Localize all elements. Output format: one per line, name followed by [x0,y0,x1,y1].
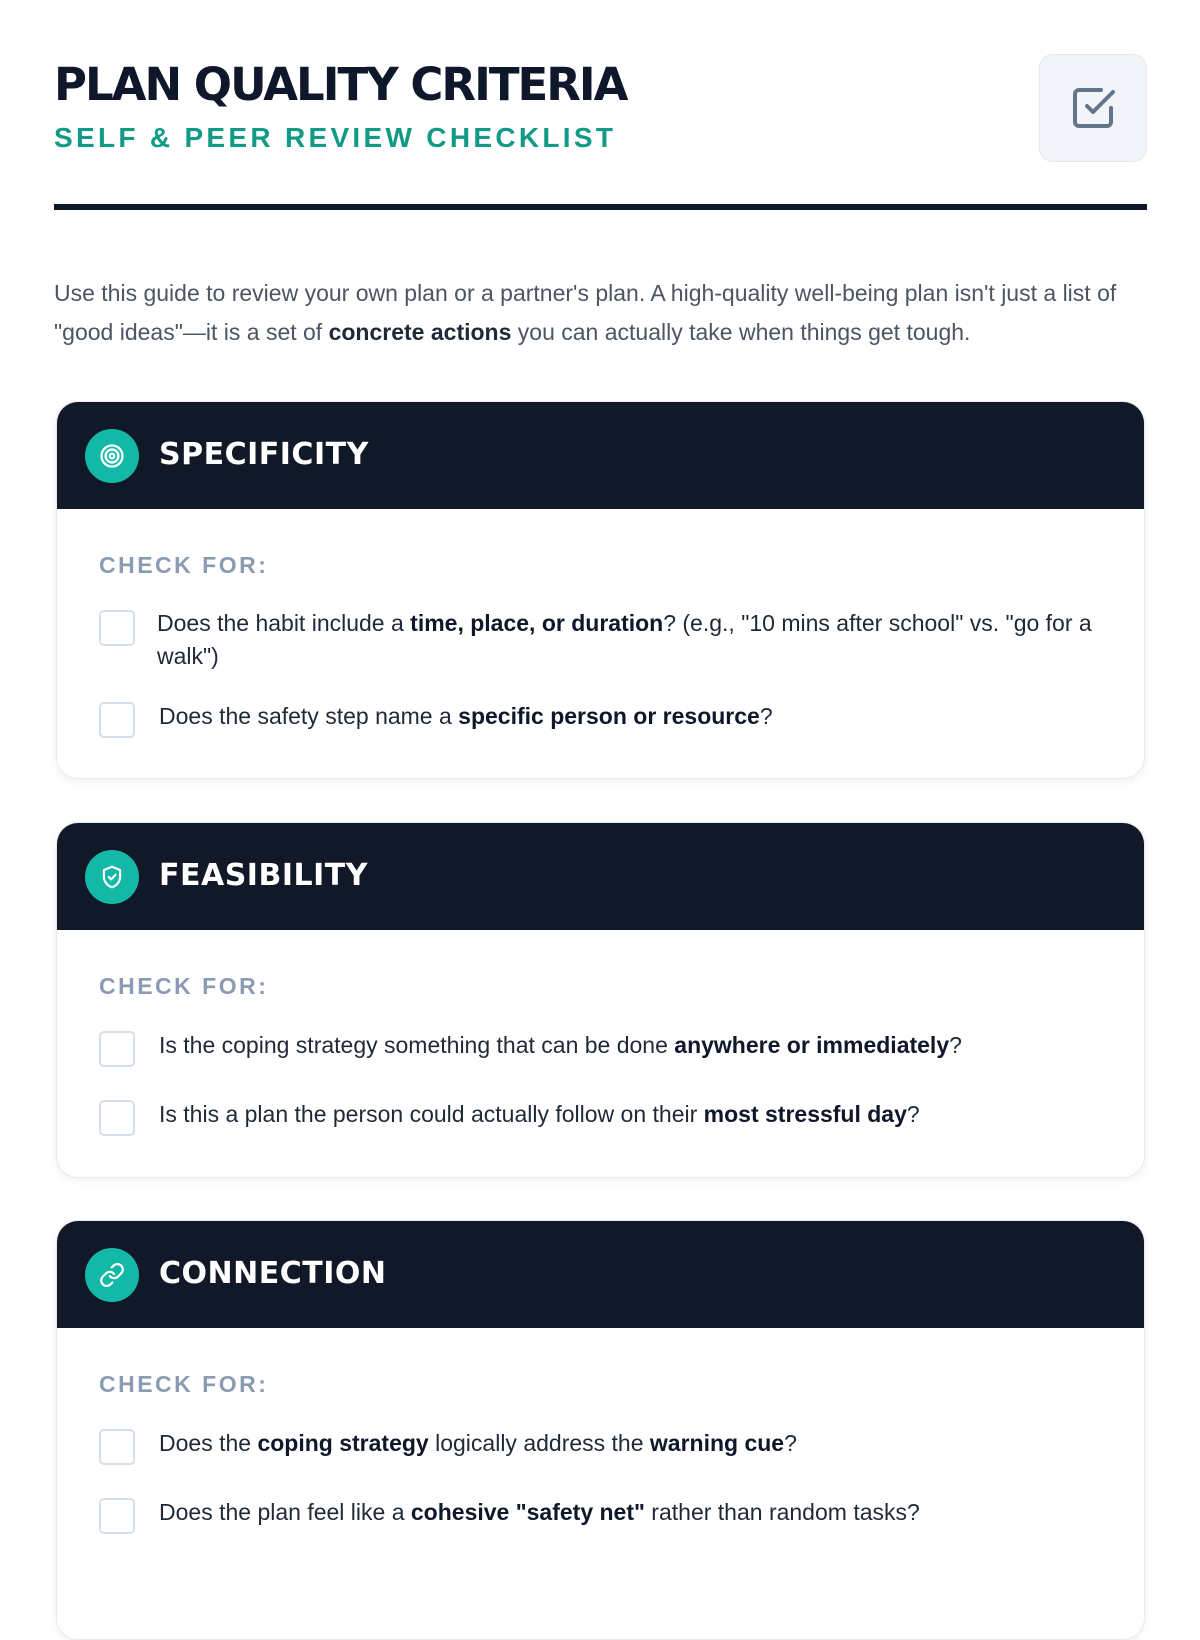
section-header [57,402,1144,509]
checkbox-checked-icon [1069,84,1117,132]
check-for-label: CHECK FOR: [99,1371,269,1397]
header [54,0,1147,212]
checklist-item-text [159,1029,962,1062]
shield-check-icon [99,864,125,890]
item-text-part: Is this a plan the person could actually follow on their [159,1101,704,1127]
checkbox[interactable] [99,1031,135,1067]
section-icon-badge [85,850,139,904]
item-text-part: rather than random tasks? [644,1499,920,1525]
checklist-item-text [159,1496,920,1529]
checklist-item [99,609,1109,673]
item-text-emphasis: anywhere or immediately [674,1032,950,1058]
item-text-part: ? [784,1430,797,1456]
section-header [57,823,1144,930]
section-title: CONNECTION [159,1256,387,1291]
item-text-part: ? [949,1032,962,1058]
checklist-item [99,1498,1109,1534]
intro-text-1: Use this guide to review your own plan or a partner's plan. A high-quality well-being plan isn't just a list of "good ideas"—it is a set of [54,280,1117,345]
section-icon-badge [85,429,139,483]
section-title: SPECIFICITY [159,437,369,472]
section-card-feasibility [56,822,1145,1178]
checklist-item-text [159,1098,920,1131]
checklist-item [99,1031,1109,1067]
checklist-badge [1039,54,1147,162]
section-icon-badge [85,1248,139,1302]
checkbox[interactable] [99,1498,135,1534]
page [54,0,1147,1525]
item-text-part: Does the safety step name a [159,703,459,729]
checkbox[interactable] [99,610,135,646]
item-text-emphasis: warning cue [649,1430,785,1456]
item-text-part: Does the [159,1430,258,1456]
item-text-emphasis: coping strategy [257,1430,429,1456]
item-text-part: ? (e.g., "10 mins after school" vs. "go for a walk") [157,610,1092,669]
item-text-emphasis: most stressful day [703,1101,907,1127]
link-icon [99,1262,125,1288]
page-title: PLAN QUALITY CRITERIA [54,58,627,111]
item-text-part: Does the plan feel like a [159,1499,411,1525]
item-text-part: ? [906,1101,920,1127]
item-text-part: ? [759,703,773,729]
item-text-emphasis: cohesive "safety net" [410,1499,645,1525]
section-card-connection [56,1220,1145,1640]
checklist-item-text [159,1427,797,1460]
item-text-emphasis: specific person or resource [458,703,760,729]
check-for-label: CHECK FOR: [99,552,269,578]
header-divider [54,204,1147,210]
item-text-part: logically address the [428,1430,650,1456]
intro-paragraph [54,274,1147,352]
checklist-item [99,702,1109,738]
intro-text-2: you can actually take when things get tough. [511,319,971,345]
check-for-label: CHECK FOR: [99,973,269,999]
target-icon [98,442,126,470]
section-header [57,1221,1144,1328]
section-title: FEASIBILITY [159,858,368,893]
item-text-emphasis: time, place, or duration [410,610,664,636]
checkbox[interactable] [99,1100,135,1136]
checklist-item-text [159,700,773,733]
checklist-item [99,1100,1109,1136]
item-text-part: Does the habit include a [157,610,411,636]
page-subtitle: SELF & PEER REVIEW CHECKLIST [54,122,617,153]
section-card-specificity [56,401,1145,779]
item-text-part: Is the coping strategy something that can be done [159,1032,675,1058]
intro-emphasis: concrete actions [328,319,512,345]
checklist-item [99,1429,1109,1465]
checkbox[interactable] [99,1429,135,1465]
checkbox[interactable] [99,702,135,738]
checklist-item-text [157,607,1109,673]
